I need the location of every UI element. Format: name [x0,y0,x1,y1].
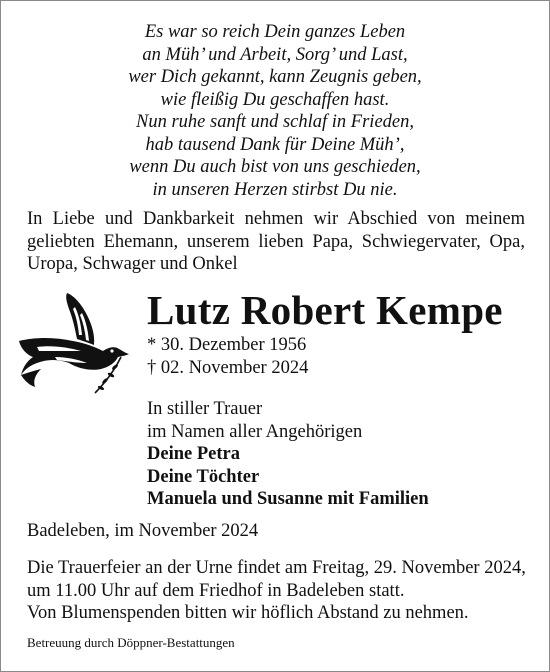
dove-with-olive-branch-icon [15,289,135,399]
poem-line: wenn Du auch bist von uns geschieden, [129,157,421,177]
farewell-intro: In Liebe und Dankbarkeit nehmen wir Abschied von meinem geliebten Ehemann, unserem lieben Papa, Schwiegervater, Opa, Uropa, Schwager und Onkel [27,209,525,274]
service-line: Die Trauerfeier an der Urne findet am Freitag, 29. November 2024, [27,558,526,578]
memorial-poem [1,21,549,201]
service-line: um 11.00 Uhr auf dem Friedhof in Badeleben statt. [27,580,405,601]
deceased-name: Lutz Robert Kempe [147,287,503,333]
life-dates [147,334,308,379]
death-date: † 02. November 2024 [147,357,309,378]
service-line: Von Blumenspenden bitten wir höflich Abstand zu nehmen. [27,603,469,623]
mourners-line: In stiller Trauer [147,399,263,419]
mourners-line: im Namen aller Angehörigen [147,421,363,442]
poem-line: an Müh’ und Arbeit, Sorg’ und Last, [142,44,408,65]
poem-line: Es war so reich Dein ganzes Leben [144,22,406,42]
funeral-service-info [27,557,527,625]
poem-line: wie fleißig Du geschaffen hast. [160,89,390,110]
poem-line: Nun ruhe sanft und schlaf in Frieden, [136,112,414,132]
poem-line: in unseren Herzen stirbst Du nie. [152,179,398,200]
mourner-name: Deine Töchter [147,466,260,487]
poem-line: wer Dich gekannt, kann Zeugnis geben, [128,67,422,87]
mourners-block [147,398,429,511]
poem-line: hab tausend Dank für Deine Müh’, [145,134,405,155]
birth-date: * 30. Dezember 1956 [147,335,307,355]
undertaker-credit: Betreuung durch Döppner-Bestattungen [27,635,235,650]
mourner-name: Deine Petra [147,444,240,464]
mourner-name: Manuela und Susanne mit Familien [147,489,429,509]
place-and-date: Badeleben, im November 2024 [27,521,259,541]
